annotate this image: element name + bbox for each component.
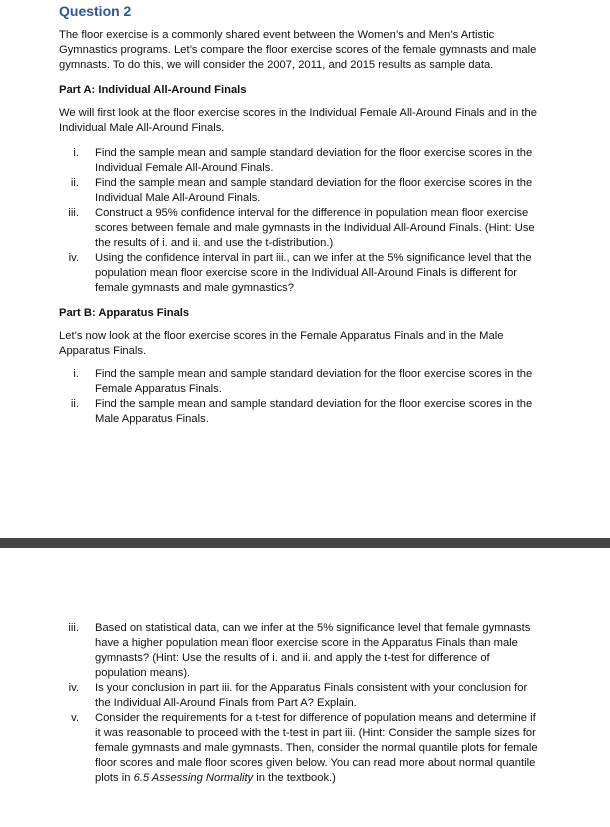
list-item bbox=[59, 251, 542, 296]
part-a-heading: Part A: Individual All-Around Finals bbox=[59, 84, 247, 96]
list-item-text: Find the sample mean and sample standard deviation for the floor exercise scores in the Individual Male All-Around Finals. bbox=[95, 177, 533, 204]
part-a-intro: We will first look at the floor exercise scores in the Individual Female All-Around Finals and in the Individual Male All-Around Finals. bbox=[59, 107, 537, 134]
question-intro: The floor exercise is a commonly shared event between the Women’s and Men’s Artistic Gymnastics programs. Let’s compare the floor exercise scores of the female gymnasts and male gymnasts. To do this, we will consider the 2007, 2011, and 2015 results as sample data. bbox=[59, 29, 537, 71]
part-b-heading: Part B: Apparatus Finals bbox=[59, 307, 190, 319]
part-b-list bbox=[59, 367, 542, 427]
list-item-number: i. bbox=[73, 147, 79, 159]
list-item-text: Find the sample mean and sample standard deviation for the floor exercise scores in the Female Apparatus Finals. bbox=[95, 368, 533, 395]
list-item bbox=[59, 681, 542, 711]
list-item-text: Find the sample mean and sample standard deviation for the floor exercise scores in the Male Apparatus Finals. bbox=[95, 398, 533, 425]
page-1-content bbox=[59, 0, 542, 427]
list-item bbox=[59, 146, 542, 176]
page-2-content bbox=[59, 621, 542, 786]
list-item-number: iii. bbox=[68, 622, 79, 634]
part-b-intro: Let’s now look at the floor exercise scores in the Female Apparatus Finals and in the Male Apparatus Finals. bbox=[59, 330, 504, 357]
list-item bbox=[59, 367, 542, 397]
list-item-number: iv. bbox=[68, 682, 79, 694]
list-item-number: iv. bbox=[68, 252, 79, 264]
part-a-list bbox=[59, 146, 542, 296]
document-page-2 bbox=[0, 548, 610, 827]
list-item-number: v. bbox=[71, 712, 79, 724]
list-item-number: ii. bbox=[70, 398, 79, 410]
list-item-number: i. bbox=[73, 368, 79, 380]
list-item bbox=[59, 397, 542, 427]
list-item-text: Is your conclusion in part iii. for the Apparatus Finals consistent with your conclusion for the Individual All-Around Finals from Part A? Explain. bbox=[95, 682, 528, 709]
list-item bbox=[59, 711, 542, 786]
part-b-list-continued bbox=[59, 621, 542, 786]
question-title: Question 2 bbox=[59, 3, 132, 19]
list-item-text: Construct a 95% confidence interval for the difference in population mean floor exercise scores between female and male gymnasts in the Individual All-Around Finals. (Hint: Use the results of i. and ii. and use the t-distribution.) bbox=[95, 207, 535, 249]
list-item bbox=[59, 206, 542, 251]
list-item bbox=[59, 621, 542, 681]
list-item bbox=[59, 176, 542, 206]
list-item-number: ii. bbox=[70, 177, 79, 189]
list-item-text: Consider the requirements for a t-test for difference of population means and determine if it was reasonable to proceed with the t-test in part iii. (Hint: Consider the sample sizes for female gymnasts and male gymnasts. Then, consider the normal quantile plots for female floor scores and male floor scores given below. You can read more about normal quantile plots in 6.5 Assessing Normality in the textbook.) bbox=[95, 712, 538, 784]
textbook-reference: 6.5 Assessing Normality bbox=[133, 772, 254, 784]
list-item-text: Using the confidence interval in part iii., can we infer at the 5% significance level that the population mean floor exercise score in the Individual All-Around Finals is different for female gymnasts and male gymnastics? bbox=[95, 252, 532, 294]
list-item-text: Based on statistical data, can we infer at the 5% significance level that female gymnasts have a higher population mean floor exercise score in the Apparatus Finals than male gymnasts? (Hint: Use the results of i. and ii. and apply the t-test for difference of population means). bbox=[95, 622, 531, 679]
list-item-number: iii. bbox=[68, 207, 79, 219]
page-separator bbox=[0, 538, 610, 548]
list-item-text: Find the sample mean and sample standard deviation for the floor exercise scores in the Individual Female All-Around Finals. bbox=[95, 147, 533, 174]
